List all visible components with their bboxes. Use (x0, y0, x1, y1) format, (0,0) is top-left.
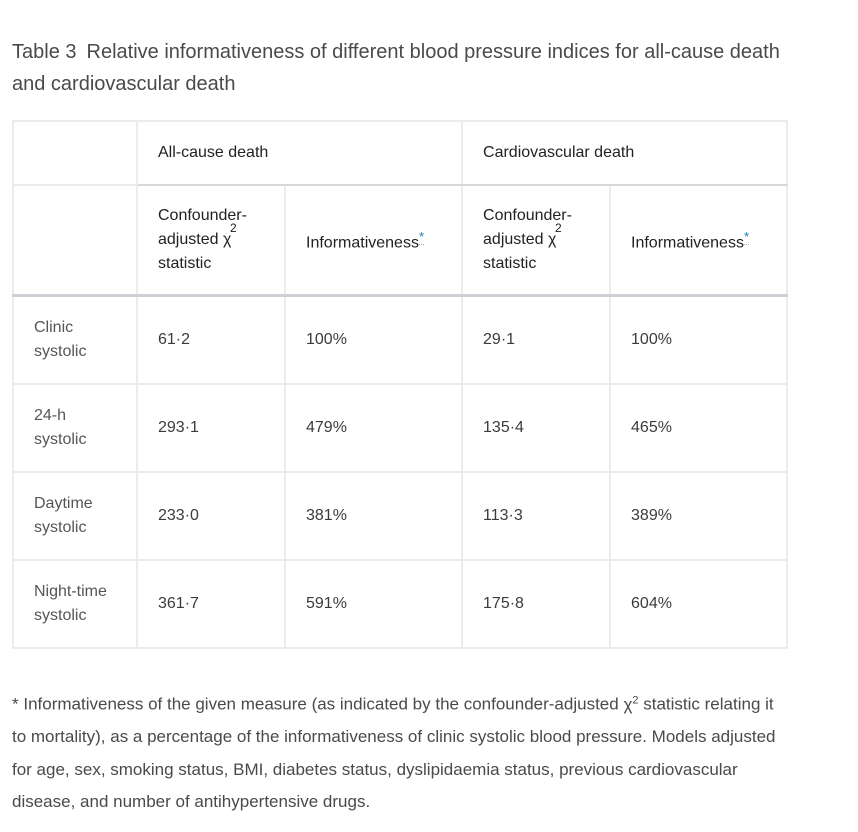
table-caption (12, 36, 812, 100)
row-header: Clinic systolic (13, 296, 137, 385)
empty-corner-cell (13, 121, 137, 185)
table-cell: 233·0 (137, 472, 285, 560)
data-table (12, 120, 788, 649)
group-header-all-cause: All-cause death (137, 121, 462, 185)
chi-symbol: χ 2 (222, 221, 237, 248)
footnote-link[interactable]: * (418, 228, 425, 244)
footnote-text-part2: statistic relating it to mortality), as a percentage of the informativeness of clinic systolic blood pressure. Models adjusted for age, sex, smoking status, BMI, diabetes status, dyslipidaemia status, previous cardiovascular disease, and number of antihypertensive drugs. (12, 694, 776, 812)
table-cell: 604% (610, 560, 787, 648)
group-header-cardiovascular: Cardiovascular death (462, 121, 787, 185)
row-header: Daytime systolic (13, 472, 137, 560)
table-cell: 293·1 (137, 384, 285, 472)
table-row (13, 472, 787, 560)
table-row (13, 560, 787, 648)
table-cell: 100% (285, 296, 462, 385)
table-cell: 61·2 (137, 296, 285, 385)
col-header-all-cause-statistic: Confounder- adjusted χ 2 statistic (137, 185, 285, 296)
chi-symbol: χ 2 (547, 221, 562, 248)
table-label: Table 3 (12, 41, 77, 63)
data-table-container (12, 120, 786, 658)
table-cell: 381% (285, 472, 462, 560)
table-cell: 389% (610, 472, 787, 560)
row-header: 24-h systolic (13, 384, 137, 472)
footnote-star: * (12, 694, 19, 714)
table-cell: 479% (285, 384, 462, 472)
table-cell: 465% (610, 384, 787, 472)
sub-header-row (13, 185, 787, 296)
table-cell: 361·7 (137, 560, 285, 648)
table-row (13, 384, 787, 472)
table-row (13, 296, 787, 385)
table-footnote (12, 684, 792, 819)
col-header-all-cause-informativeness: Informativeness* (285, 185, 462, 296)
table-cell: 591% (285, 560, 462, 648)
table-title: Relative informativeness of different blood pressure indices for all-cause death and cardiovascular death (12, 41, 780, 95)
footnote-link[interactable]: * (743, 228, 750, 244)
row-header: Night-time systolic (13, 560, 137, 648)
col-header-cardiovascular-informativeness: Informativeness* (610, 185, 787, 296)
col-header-cardiovascular-statistic: Confounder- adjusted χ 2 statistic (462, 185, 610, 296)
table-cell: 113·3 (462, 472, 610, 560)
table-cell: 175·8 (462, 560, 610, 648)
table-cell: 100% (610, 296, 787, 385)
table-cell: 135·4 (462, 384, 610, 472)
empty-row-header-cell (13, 185, 137, 296)
table-cell: 29·1 (462, 296, 610, 385)
footnote-text-part1: Informativeness of the given measure (as indicated by the confounder-adjusted (23, 694, 619, 714)
group-header-row (13, 121, 787, 185)
chi-symbol: $\chi^2$ (623, 694, 639, 714)
